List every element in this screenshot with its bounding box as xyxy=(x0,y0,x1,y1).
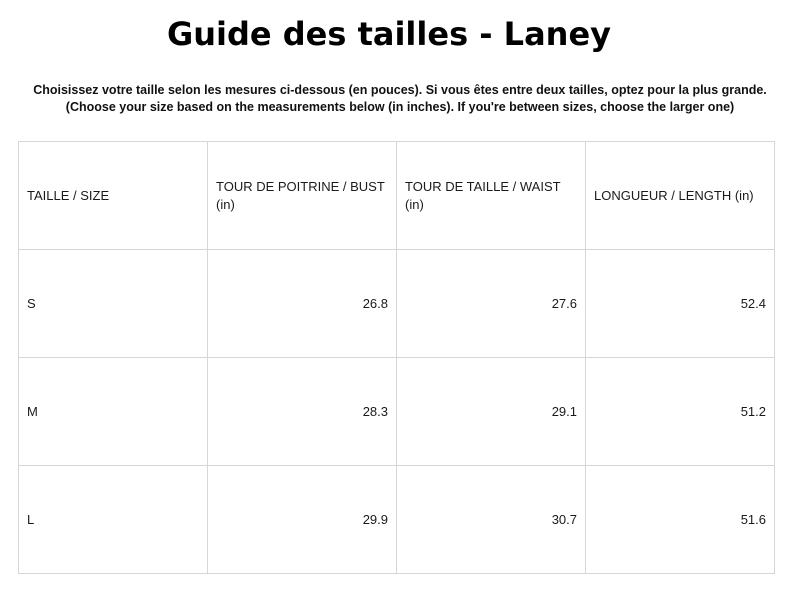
cell-waist: 27.6 xyxy=(397,250,586,358)
intro-line-english: (Choose your size based on the measurements below (in inches). If you're between sizes, choose the larger one) xyxy=(65,100,735,114)
intro-text xyxy=(0,82,800,116)
intro-line-french: Choisissez votre taille selon les mesures ci-dessous (en pouces). Si vous êtes entre deux tailles, optez pour la plus grande. xyxy=(33,83,767,97)
header-bust: TOUR DE POITRINE / BUST (in) xyxy=(208,142,397,250)
page-title: Guide des tailles - Laney xyxy=(167,15,611,53)
cell-bust: 26.8 xyxy=(208,250,397,358)
table-row xyxy=(19,466,775,574)
table-row xyxy=(19,250,775,358)
cell-waist: 30.7 xyxy=(397,466,586,574)
cell-size: S xyxy=(19,250,208,358)
header-length: LONGUEUR / LENGTH (in) xyxy=(586,142,775,250)
cell-length: 52.4 xyxy=(586,250,775,358)
header-size: TAILLE / SIZE xyxy=(19,142,208,250)
table-header-row xyxy=(19,142,775,250)
table-row xyxy=(19,358,775,466)
cell-length: 51.2 xyxy=(586,358,775,466)
cell-length: 51.6 xyxy=(586,466,775,574)
header-waist: TOUR DE TAILLE / WAIST (in) xyxy=(397,142,586,250)
cell-size: M xyxy=(19,358,208,466)
cell-size: L xyxy=(19,466,208,574)
cell-bust: 28.3 xyxy=(208,358,397,466)
cell-waist: 29.1 xyxy=(397,358,586,466)
cell-bust: 29.9 xyxy=(208,466,397,574)
size-chart-table xyxy=(18,141,775,574)
